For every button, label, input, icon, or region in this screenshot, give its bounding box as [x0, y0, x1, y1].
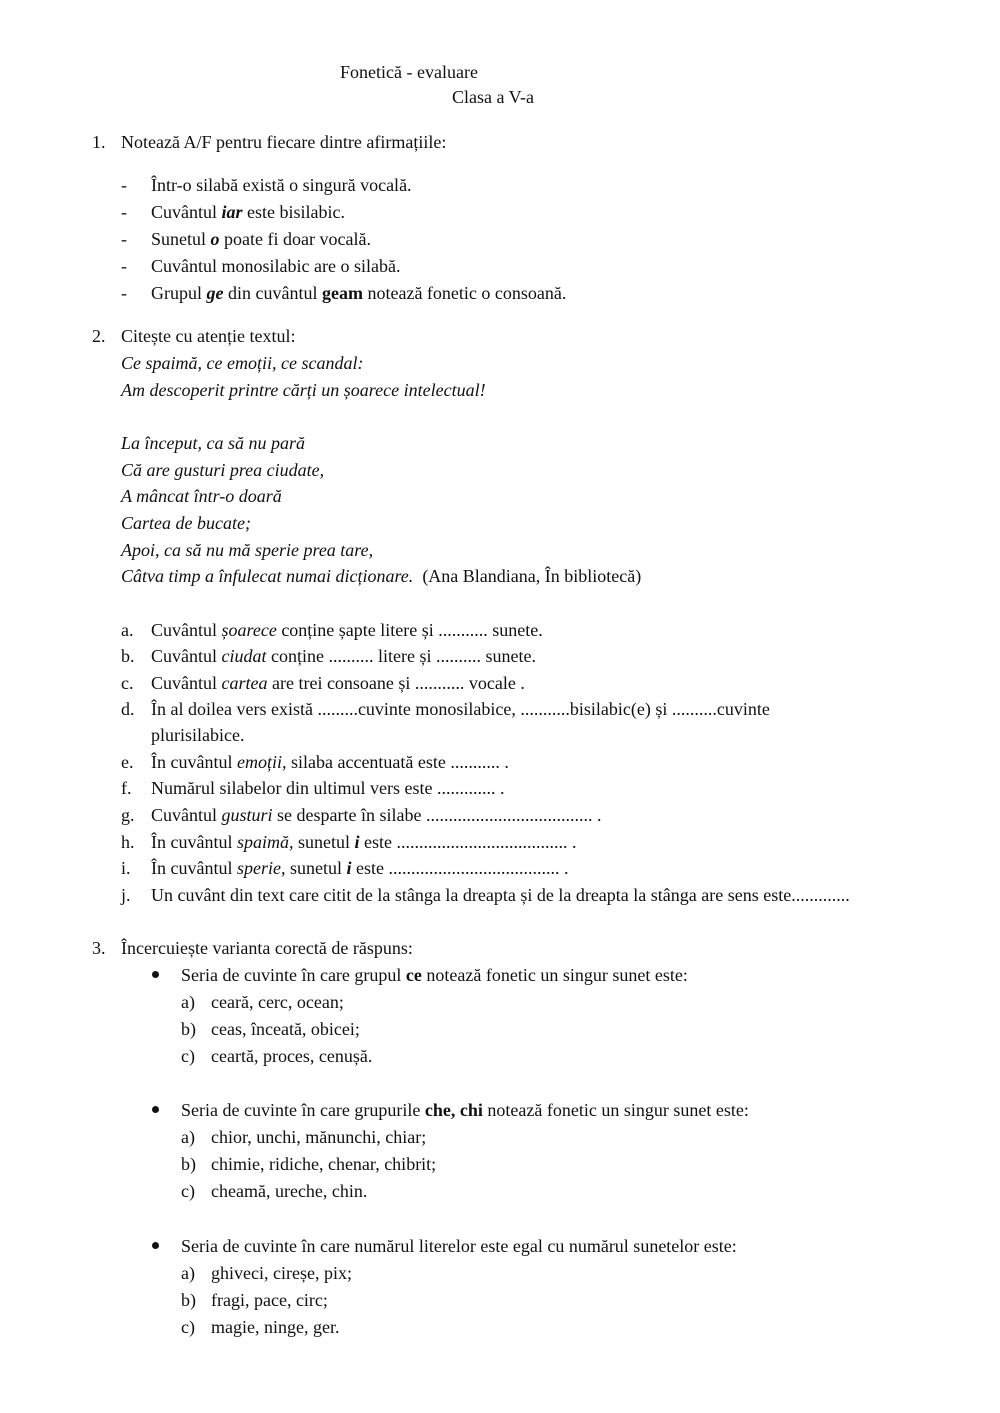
poem-line: Că are gusturi prea ciudate, [121, 460, 325, 480]
option-text: chior, unchi, mănunchi, chiar; [211, 1127, 427, 1147]
bullet-icon [152, 1106, 159, 1113]
q1-dash: - [121, 175, 127, 195]
q2-item: Cuvântul ciudat conține .......... litere și .......... sunete. [151, 646, 536, 666]
q3-group-prompt: Seria de cuvinte în care grupul ce notează fonetic un singur sunet este: [181, 965, 688, 985]
q2-item: În cuvântul sperie, sunetul i este ...................................... . [151, 858, 569, 878]
q2-item: În cuvântul spaimă, sunetul i este ...................................... . [151, 832, 577, 852]
poem-line: Am descoperit printre cărți un șoarece intelectual! [121, 380, 486, 400]
poem-line: Ce spaimă, ce emoții, ce scandal: [121, 353, 364, 373]
option-text: magie, ninge, ger. [211, 1317, 340, 1337]
q2-item: În al doilea vers există .........cuvinte monosilabice, ...........bisilabic(e) și ..........cuvinte [151, 699, 770, 719]
option-label: a) [181, 1263, 195, 1283]
q2-item: Cuvântul cartea are trei consoane și ........... vocale . [151, 673, 525, 693]
bullet-icon [152, 971, 159, 978]
q2-item: Un cuvânt din text care citit de la stânga la dreapta și de la dreapta la stânga are sens este............. [151, 885, 850, 905]
q1-number: 1. [92, 132, 106, 152]
q3-number: 3. [92, 938, 106, 958]
option-text: ceartă, proces, cenușă. [211, 1046, 373, 1066]
option-label: a) [181, 1127, 195, 1147]
q1-prompt: Notează A/F pentru fiecare dintre afirmațiile: [121, 132, 447, 152]
q3-group-prompt: Seria de cuvinte în care grupurile che, chi notează fonetic un singur sunet este: [181, 1100, 749, 1120]
option-label: b) [181, 1290, 196, 1310]
option-label: b) [181, 1154, 196, 1174]
option-label: c) [181, 1317, 195, 1337]
q3-prompt: Încercuiește varianta corectă de răspuns: [121, 938, 413, 958]
q1-statement: Sunetul o poate fi doar vocală. [151, 229, 371, 249]
option-text: ceară, cerc, ocean; [211, 992, 344, 1012]
q2-item-letter: j. [121, 885, 131, 905]
poem-line: Cartea de bucate; [121, 513, 251, 533]
q2-item: Cuvântul șoarece conține șapte litere și ........... sunete. [151, 620, 543, 640]
poem-line: Apoi, ca să nu mă sperie prea tare, [121, 540, 374, 560]
q1-dash: - [121, 283, 127, 303]
option-text: chimie, ridiche, chenar, chibrit; [211, 1154, 437, 1174]
poem-line: A mâncat într-o doară [121, 486, 282, 506]
q1-statement: Într-o silabă există o singură vocală. [151, 175, 412, 195]
option-label: b) [181, 1019, 196, 1039]
q2-item: În cuvântul emoții, silaba accentuată este ........... . [151, 752, 509, 772]
q1-dash: - [121, 229, 127, 249]
q2-item-letter: e. [121, 752, 134, 772]
option-text: ghiveci, cireșe, pix; [211, 1263, 352, 1283]
q2-item-letter: d. [121, 699, 135, 719]
q2-item-letter: h. [121, 832, 135, 852]
poem-source: (Ana Blandiana, În bibliotecă) [422, 566, 642, 586]
document-title: Fonetică - evaluare [340, 62, 478, 82]
poem-line: La început, ca să nu pară [121, 433, 305, 453]
q2-item-letter: b. [121, 646, 135, 666]
q2-item: Cuvântul gusturi se desparte în silabe ..................................... . [151, 805, 602, 825]
q2-item-letter: f. [121, 778, 132, 798]
q2-item: Numărul silabelor din ultimul vers este ............. . [151, 778, 505, 798]
option-text: fragi, pace, circ; [211, 1290, 328, 1310]
q2-item-letter: i. [121, 858, 131, 878]
class-label: Clasa a V-a [452, 87, 534, 107]
q2-prompt: Citește cu atenție textul: [121, 326, 296, 346]
q2-item-letter: g. [121, 805, 135, 825]
option-label: c) [181, 1046, 195, 1066]
option-text: cheamă, ureche, chin. [211, 1181, 368, 1201]
option-text: ceas, înceată, obicei; [211, 1019, 360, 1039]
q1-dash: - [121, 202, 127, 222]
q1-dash: - [121, 256, 127, 276]
bullet-icon [152, 1242, 159, 1249]
q2-item-continuation: plurisilabice. [151, 725, 245, 745]
q2-item-letter: a. [121, 620, 134, 640]
q3-group-prompt: Seria de cuvinte în care numărul literelor este egal cu numărul sunetelor este: [181, 1236, 737, 1256]
q1-statement: Cuvântul monosilabic are o silabă. [151, 256, 401, 276]
option-label: c) [181, 1181, 195, 1201]
poem-last-line: Câtva timp a înfulecat numai dicționare. (Ana Blandiana, În bibliotecă) [121, 566, 642, 586]
q2-number: 2. [92, 326, 106, 346]
q1-statement: Grupul ge din cuvântul geam notează fonetic o consoană. [151, 283, 567, 303]
q1-statement: Cuvântul iar este bisilabic. [151, 202, 345, 222]
option-label: a) [181, 992, 195, 1012]
q2-item-letter: c. [121, 673, 134, 693]
